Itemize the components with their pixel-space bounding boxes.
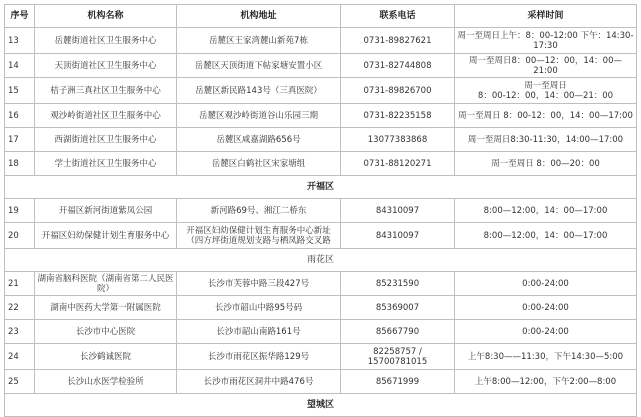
- sampling-time: 周一至周日8:30-11:30，14:00—17:00: [455, 128, 637, 152]
- org-name: 湖南中医药大学第一附属医院: [35, 296, 177, 320]
- sampling-time: [455, 78, 637, 104]
- sampling-time: 0:00-24:00: [455, 296, 637, 320]
- table-row: [5, 370, 637, 394]
- section-title-yuhua: 雨花区: [5, 249, 637, 272]
- org-phone: 0731-82235158: [341, 104, 455, 128]
- row-no: 24: [5, 344, 35, 370]
- org-address: 长沙市韶山南路161号: [177, 320, 341, 344]
- row-no: 20: [5, 223, 35, 249]
- org-phone: 84310097: [341, 223, 455, 249]
- org-name: 天顶街道社区卫生服务中心: [35, 54, 177, 78]
- sampling-time-line: 周一至周日: [524, 80, 567, 91]
- table-row: [5, 199, 637, 223]
- org-address: 岳麓区观沙岭街道谷山乐园三期: [177, 104, 341, 128]
- sampling-time: 8:00—12:00，14：00—17:00: [455, 223, 637, 249]
- table-row: [5, 223, 637, 249]
- sampling-time: 8:00—12:00，14：00—17:00: [455, 199, 637, 223]
- org-address: 岳麓区咸嘉湖路656号: [177, 128, 341, 152]
- table-row: [5, 152, 637, 176]
- org-name: 岳麓街道社区卫生服务中心: [35, 28, 177, 54]
- sampling-time: 周一至周日8：00—12：00，14：00—21:00: [455, 54, 637, 78]
- org-address: 岳麓区王家湾麓山新苑7栋: [177, 28, 341, 54]
- org-name: 观沙岭街道社区卫生服务中心: [35, 104, 177, 128]
- org-name: 湖南省脑科医院（湖南省第二人民医院）: [35, 272, 177, 296]
- org-phone: 85671999: [341, 370, 455, 394]
- sampling-time: 周一至周日 8：00-12：00，14：00—17:00: [455, 104, 637, 128]
- org-phone: 84310097: [341, 199, 455, 223]
- org-address: [177, 223, 341, 249]
- org-phone: 0731-82744808: [341, 54, 455, 78]
- sampling-time-line: 8：00-12：00，14：00—21：00: [477, 90, 614, 101]
- org-name: 学士街道社区卫生服务中心: [35, 152, 177, 176]
- sampling-time: 0:00-24:00: [455, 272, 637, 296]
- row-no: 23: [5, 320, 35, 344]
- row-no: 13: [5, 28, 35, 54]
- org-address: 长沙市芙蓉中路三段427号: [177, 272, 341, 296]
- org-phone: 13077383868: [341, 128, 455, 152]
- org-name: 长沙鹤诚医院: [35, 344, 177, 370]
- header-row: [5, 5, 637, 28]
- header-name: 机构名称: [35, 5, 177, 28]
- org-phone: 85369007: [341, 296, 455, 320]
- sampling-time: 上午8:30——11:30，下午14:30—5:00: [455, 344, 637, 370]
- org-name: 长沙市中心医院: [35, 320, 177, 344]
- row-no: 14: [5, 54, 35, 78]
- section-row-wangcheng: [5, 394, 637, 417]
- org-phone: 0731-89826700: [341, 78, 455, 104]
- table-row: [5, 54, 637, 78]
- header-time: 采样时间: [455, 5, 637, 28]
- header-phone: 联系电话: [341, 5, 455, 28]
- sampling-time-line: 17:30: [533, 40, 558, 51]
- section-title-wangcheng: 望城区: [5, 394, 637, 417]
- section-title-kaifu: 开福区: [5, 176, 637, 199]
- sampling-time: 上午8:00—12:00，下午2:00—8:00: [455, 370, 637, 394]
- org-address: 长沙市韶山中路95号码: [177, 296, 341, 320]
- row-no: 16: [5, 104, 35, 128]
- table-row: [5, 128, 637, 152]
- section-row-yuhua: [5, 249, 637, 272]
- org-address: 长沙市雨花区振华路129号: [177, 344, 341, 370]
- sampling-sites-table-page: [0, 4, 641, 417]
- row-no: 18: [5, 152, 35, 176]
- org-address: 岳麓区新民路143号（三真医院）: [177, 78, 341, 104]
- sampling-time-line: 周一至周日上午：8：00-12:00 下午：14:30-: [457, 30, 634, 41]
- org-phone: 82258757 / 15700781015: [341, 344, 455, 370]
- org-name: 西湖街道社区卫生服务中心: [35, 128, 177, 152]
- table-row: [5, 104, 637, 128]
- section-row-kaifu: [5, 176, 637, 199]
- org-address: 岳麓区白鹤社区宋家塘组: [177, 152, 341, 176]
- header-address: 机构地址: [177, 5, 341, 28]
- header-no: 序号: [5, 5, 35, 28]
- org-address: 长沙市雨花区洞井中路476号: [177, 370, 341, 394]
- row-no: 19: [5, 199, 35, 223]
- sampling-time: [455, 28, 637, 54]
- org-address-line: 开福区妇幼保健计划生育服务中心新址: [186, 225, 331, 236]
- org-phone: 0731-88120271: [341, 152, 455, 176]
- org-phone: 0731-89827621: [341, 28, 455, 54]
- row-no: 22: [5, 296, 35, 320]
- org-name: 开福区新河街道紫凤公园: [35, 199, 177, 223]
- table-row: [5, 344, 637, 370]
- org-phone: 85231590: [341, 272, 455, 296]
- row-no: 15: [5, 78, 35, 104]
- table-row: [5, 78, 637, 104]
- org-name: 开福区妇幼保健计划生育服务中心: [35, 223, 177, 249]
- row-no: 17: [5, 128, 35, 152]
- table-row: [5, 296, 637, 320]
- org-name: 桔子洲三真社区卫生服务中心: [35, 78, 177, 104]
- table-row: [5, 320, 637, 344]
- row-no: 21: [5, 272, 35, 296]
- sampling-time: 周一至周日 8：00—20：00: [455, 152, 637, 176]
- org-name: 长沙山水医学检验所: [35, 370, 177, 394]
- org-phone: 85667790: [341, 320, 455, 344]
- table-row: [5, 272, 637, 296]
- org-address: 岳麓区天顶街道下帖家塘安置小区: [177, 54, 341, 78]
- sampling-sites-table: [4, 4, 637, 417]
- org-address-line: （四方坪街道规划支路与栖凤路交叉路: [186, 235, 331, 246]
- sampling-time: 0:00-24:00: [455, 320, 637, 344]
- org-address: 新河路69号、湘江二桥东: [177, 199, 341, 223]
- row-no: 25: [5, 370, 35, 394]
- table-row: [5, 28, 637, 54]
